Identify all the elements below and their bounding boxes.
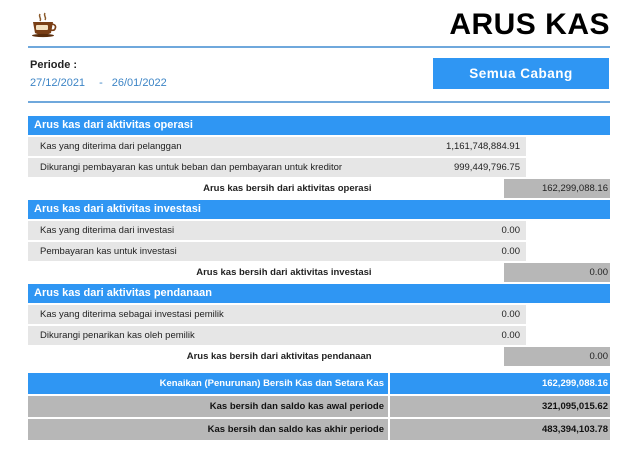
summary-value: 162,299,088.16	[390, 373, 610, 394]
coffee-cup-logo-icon	[30, 12, 58, 38]
table-row	[28, 326, 610, 345]
section-total-row	[28, 263, 610, 282]
period-divider	[28, 101, 610, 103]
row-amount: 999,449,796.75	[390, 158, 526, 177]
row-amount: 0.00	[390, 305, 526, 324]
row-label: Dikurangi pembayaran kas untuk beban dan pembayaran untuk kreditor	[28, 158, 390, 177]
summary-row-opening-balance	[28, 396, 610, 417]
section-header-investasi: Arus kas dari aktivitas investasi	[28, 200, 610, 219]
period-end-date[interactable]: 26/01/2022	[111, 77, 167, 89]
period-label: Periode :	[30, 59, 78, 71]
row-label: Kas yang diterima dari pelanggan	[28, 137, 390, 156]
table-row	[28, 137, 610, 156]
summary-label: Kas bersih dan saldo kas akhir periode	[28, 419, 388, 440]
summary-label: Kas bersih dan saldo kas awal periode	[28, 396, 388, 417]
branch-select-button[interactable]: Semua Cabang	[433, 58, 609, 89]
row-label: Kas yang diterima dari investasi	[28, 221, 390, 240]
section-total-row	[28, 347, 610, 366]
table-row	[28, 221, 610, 240]
header-divider	[28, 46, 610, 48]
table-row	[28, 242, 610, 261]
section-total-value: 0.00	[504, 347, 610, 366]
section-header-pendanaan: Arus kas dari aktivitas pendanaan	[28, 284, 610, 303]
table-row	[28, 305, 610, 324]
row-label: Kas yang diterima sebagai investasi pemilik	[28, 305, 390, 324]
row-amount: 0.00	[390, 221, 526, 240]
period-start-date[interactable]: 27/12/2021	[30, 77, 86, 89]
section-total-row	[28, 179, 610, 198]
section-total-value: 0.00	[504, 263, 610, 282]
cash-flow-report	[28, 116, 610, 442]
row-amount: 0.00	[390, 326, 526, 345]
row-amount: 0.00	[390, 242, 526, 261]
period-range[interactable]	[30, 77, 167, 89]
row-label: Dikurangi penarikan kas oleh pemilik	[28, 326, 390, 345]
section-total-label: Arus kas bersih dari aktivitas investasi	[28, 263, 476, 282]
summary-label: Kenaikan (Penurunan) Bersih Kas dan Setara Kas	[28, 373, 388, 394]
summary-value: 483,394,103.78	[390, 419, 610, 440]
section-total-label: Arus kas bersih dari aktivitas operasi	[28, 179, 476, 198]
summary-value: 321,095,015.62	[390, 396, 610, 417]
section-total-label: Arus kas bersih dari aktivitas pendanaan	[28, 347, 476, 366]
summary-row-closing-balance	[28, 419, 610, 440]
section-header-operasi: Arus kas dari aktivitas operasi	[28, 116, 610, 135]
row-label: Pembayaran kas untuk investasi	[28, 242, 390, 261]
page-title: ARUS KAS	[449, 8, 610, 41]
section-total-value: 162,299,088.16	[504, 179, 610, 198]
row-amount: 1,161,748,884.91	[390, 137, 526, 156]
period-separator: -	[99, 77, 103, 89]
summary-row-net-change	[28, 373, 610, 394]
table-row	[28, 158, 610, 177]
